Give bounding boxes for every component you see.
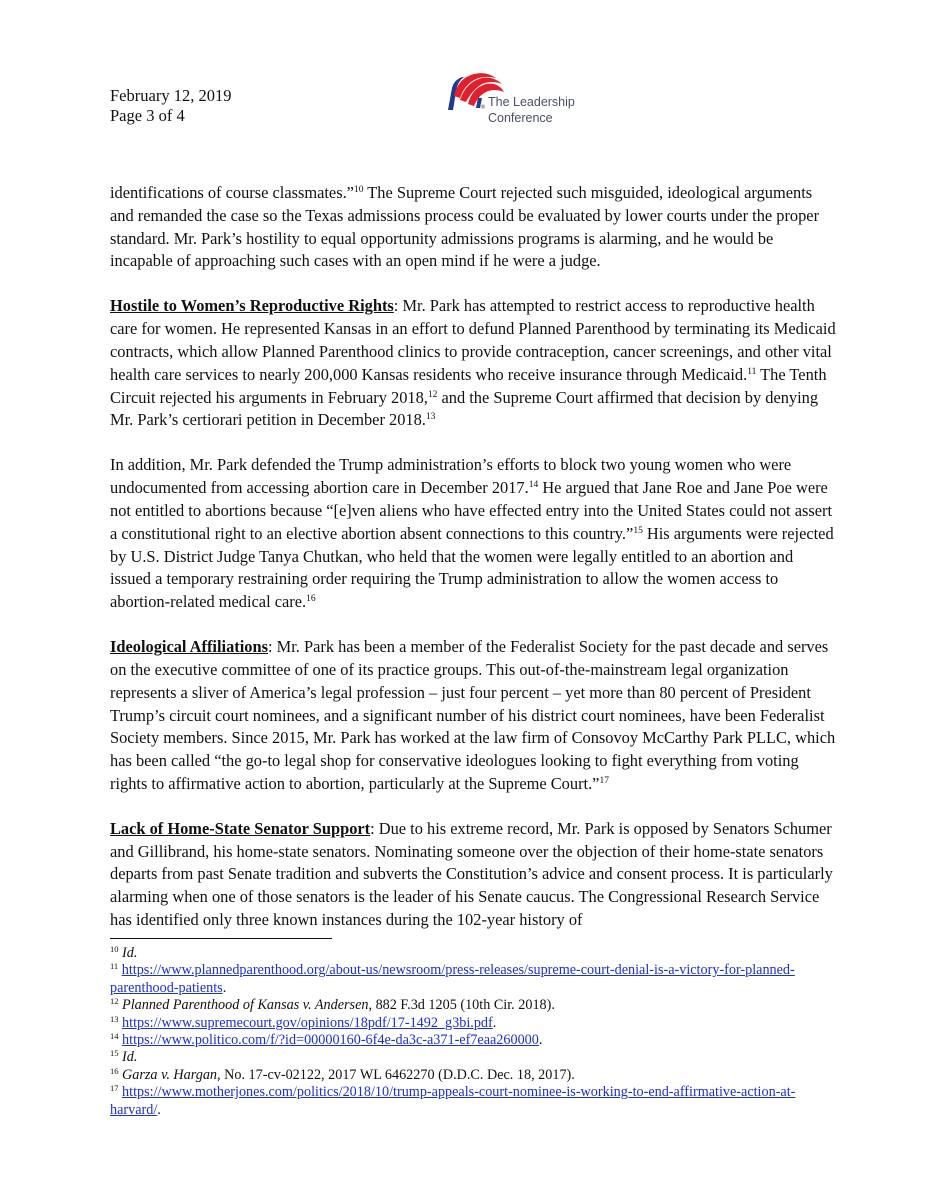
leadership-conference-logo — [438, 66, 598, 126]
paragraph-reproductive-rights — [110, 295, 838, 432]
paragraph-text: : Mr. Park has been a member of the Federalist Society for the past decade and serves on the executive committee of one of its practice groups. This out-of-the-mainstream legal organization represents a sliver of America’s legal profession – just four percent – yet more than 80 percent of President Trump’s circuit court nominees, and a significant number of his district court nominees, have been Federalist Society members. Since 2015, Mr. Park has worked at the law firm of Consovoy McCarthy Park PLLC, which has been called “the go-to legal shop for conservative ideologues looking to fight everything from voting rights to affirmative action to abortion, particularly at the Supreme Court.” — [110, 637, 836, 793]
footnote-number: 13 — [110, 1013, 119, 1024]
footnote-punctuation: . — [222, 979, 227, 996]
paragraph-text: : Due to his extreme record, Mr. Park is opposed by Senators Schumer and Gillibrand, his home-state senators. Nominating someone over the objection of their home-state senators departs from past Senate tradition and subverts the Constitution’s advice and consent process. It is particularly alarming when one of those senators is the leader of his Senate caucus. The Congressional Research Service has identified only three known instances during the 102-year history of — [110, 818, 833, 930]
footnotes — [110, 945, 838, 1119]
footnote-link[interactable]: https://www.politico.com/f/?id=00000160-6f4e-da3c-a371-ef7eaa260000 — [122, 1032, 539, 1049]
footnote-17 — [110, 1084, 838, 1119]
footnote-16 — [110, 1067, 838, 1084]
paragraph-admissions — [110, 182, 838, 273]
footnote-ref: 15 — [633, 525, 643, 536]
paragraph-text: He argued that Jane Roe and Jane Poe were not entitled to abortions because “[e]ven aliens who have effected entry into the United States could not assert a constitutional right to an elective abortion absent connections to this country.” — [110, 478, 833, 543]
paragraph-text: : Mr. Park has attempted to restrict access to reproductive health care for women. He represented Kansas in an effort to defund Planned Parenthood by terminating its Medicaid contracts, which allow Planned Parenthood clinics to provide contraception, cancer screenings, and other vital health care services to nearly 200,000 Kansas residents who receive insurance through Medicaid. — [110, 296, 836, 384]
footnote-10 — [110, 945, 838, 962]
footnote-link[interactable]: https://www.motherjones.com/politics/2018/10/trump-appeals-court-nominee-is-working-to-end-affirmative-action-at-harvard/ — [110, 1084, 796, 1118]
footnote-14 — [110, 1032, 838, 1049]
footnote-punctuation: . — [538, 1032, 543, 1049]
paragraph-text: His arguments were rejected by U.S. District Judge Tanya Chutkan, who held that the women were legally entitled to an abortion and issued a temporary restraining order requiring the Trump administration to allow the women access to abortion-related medical care. — [110, 523, 834, 612]
logo-line-2: Conference — [488, 111, 553, 125]
footnote-citation: Id. — [122, 1049, 138, 1066]
page-header — [110, 86, 231, 126]
footnote-link[interactable]: https://www.plannedparenthood.org/about-us/newsroom/press-releases/supreme-court-denial-is-a-victory-for-planned-parenthood-patients — [110, 962, 795, 996]
section-heading-home-state-support: Lack of Home-State Senator Support — [110, 818, 371, 838]
paragraph-text: The Tenth Circuit rejected his arguments in February 2018, — [110, 364, 827, 407]
footnote-ref: 13 — [425, 412, 436, 423]
footnote-ref: 14 — [528, 480, 539, 491]
footnote-divider — [110, 938, 332, 939]
logo-line-1: The Leadership — [488, 95, 575, 109]
footnote-12 — [110, 997, 838, 1014]
footnote-case-name: Garza v. Hargan — [122, 1066, 218, 1083]
footnote-case-name: Planned Parenthood of Kansas v. Andersen — [122, 997, 369, 1014]
footnote-citation: , No. 17-cv-02122, 2017 WL 6462270 (D.D.C. Dec. 18, 2017). — [217, 1066, 575, 1083]
paragraph-text: and the Supreme Court affirmed that decision by denying Mr. Park’s certiorari petition in December 2018. — [110, 387, 819, 430]
footnote-ref: 10 — [353, 185, 364, 195]
section-heading-reproductive-rights: Hostile to Women’s Reproductive Rights — [110, 296, 394, 316]
paragraph-text: The Supreme Court rejected such misguided, ideological arguments and remanded the case so the Texas admissions process could be evaluated by lower courts under the proper standard. Mr. Park’s hostility to equal opportunity admissions programs is alarming, and he would be incapable of approaching such cases with an open mind if he were a judge. — [110, 183, 820, 271]
logo-text — [488, 94, 575, 126]
footnote-13 — [110, 1015, 838, 1032]
footnote-11 — [110, 962, 838, 997]
section-heading-ideological-affiliations: Ideological Affiliations — [110, 637, 268, 657]
footnote-ref: 12 — [427, 389, 438, 400]
paragraph-text: identifications of course classmates.” — [110, 183, 354, 202]
footnote-punctuation: . — [157, 1101, 161, 1118]
footnote-punctuation: . — [492, 1014, 497, 1031]
paragraph-ideological-affiliations — [110, 636, 838, 796]
footnote-ref: 16 — [306, 594, 316, 605]
registered-mark: ® — [480, 104, 486, 111]
header-date: February 12, 2019 — [110, 86, 232, 105]
footnote-link[interactable]: https://www.supremecourt.gov/opinions/18pdf/17-1492_g3bi.pdf — [122, 1014, 493, 1031]
header-page-number: Page 3 of 4 — [110, 106, 185, 125]
footnote-number: 16 — [110, 1065, 119, 1076]
footnote-citation: Id. — [122, 945, 138, 961]
footnote-number: 10 — [110, 944, 119, 954]
footnote-number: 11 — [110, 961, 119, 972]
footnote-number: 14 — [110, 1031, 119, 1042]
paragraph-abortion-access — [110, 454, 838, 614]
footnote-number: 12 — [110, 996, 119, 1007]
footnote-number: 15 — [110, 1048, 119, 1059]
paragraph-home-state-support — [110, 818, 838, 932]
paragraph-text: In addition, Mr. Park defended the Trump administration’s efforts to block two young women who were undocumented from accessing abortion care in December 2017. — [110, 455, 792, 498]
letter-body — [110, 182, 838, 954]
footnote-citation: , 882 F.3d 1205 (10th Cir. 2018). — [368, 997, 555, 1014]
footnote-15 — [110, 1049, 838, 1066]
footnote-ref: 11 — [747, 366, 757, 377]
footnote-ref: 17 — [599, 775, 609, 786]
footnote-number: 17 — [110, 1083, 119, 1094]
